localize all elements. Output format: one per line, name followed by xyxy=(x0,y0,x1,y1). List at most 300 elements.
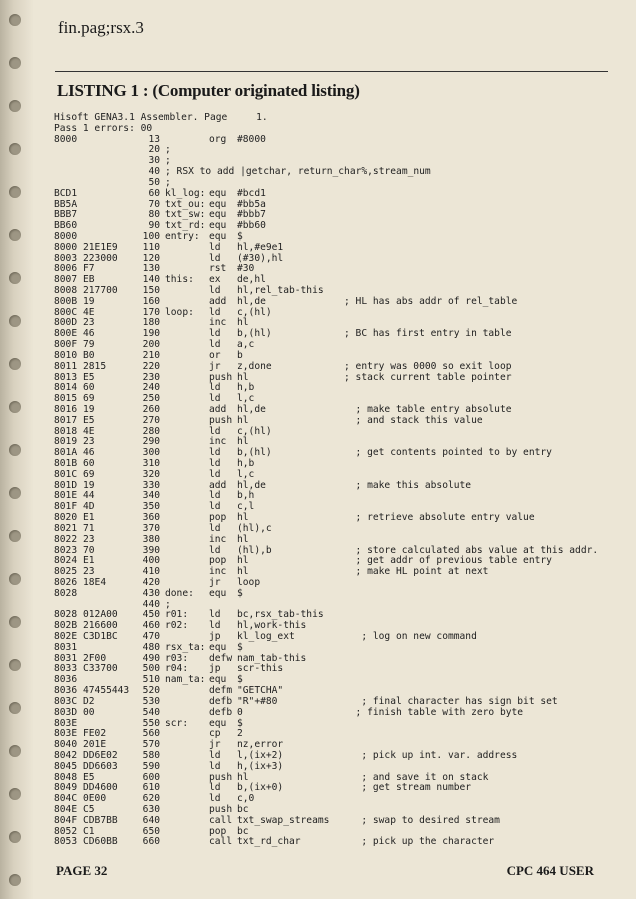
code-line xyxy=(54,221,614,232)
code-op: ld xyxy=(209,328,221,340)
code-arg: bc xyxy=(237,804,249,815)
code-hex: E5 xyxy=(83,371,95,383)
code-label: loop: xyxy=(165,306,194,318)
code-arg: b,(hl) xyxy=(237,447,272,459)
code-op: ld xyxy=(209,782,221,794)
code-addr: 8052 xyxy=(54,825,78,837)
code-line: 460 xyxy=(142,620,160,632)
code-op: equ xyxy=(209,187,227,199)
code-label: r04: xyxy=(165,663,189,675)
code-op: defw xyxy=(209,652,233,664)
punch-hole xyxy=(9,401,21,413)
code-hex: 012A00 xyxy=(83,609,118,621)
code-comment: ; pick up the character xyxy=(344,836,495,848)
code-arg: #30 xyxy=(237,263,255,275)
code-hex: 23 xyxy=(83,566,95,578)
code-addr: 8033 xyxy=(54,663,78,675)
punch-hole xyxy=(9,14,21,26)
code-op: equ xyxy=(209,674,227,686)
code-line: 250 xyxy=(142,393,160,405)
code-line: 120 xyxy=(142,252,160,264)
code-addr: BCD1 xyxy=(54,187,78,199)
code-line xyxy=(54,264,614,275)
code-addr: 8008 xyxy=(54,285,78,296)
code-op: ld xyxy=(209,458,221,469)
code-line xyxy=(54,275,614,286)
code-line: 280 xyxy=(142,425,160,437)
code-line xyxy=(54,254,614,265)
code-hex: E1 xyxy=(83,512,95,524)
code-op: ex xyxy=(209,274,221,286)
code-line: 30 xyxy=(148,155,160,167)
code-label: nam_ta: xyxy=(165,674,206,686)
code-addr: 8014 xyxy=(54,382,78,394)
code-op: equ xyxy=(209,587,227,599)
code-op: push xyxy=(209,771,233,783)
code-arg: scr-this xyxy=(237,663,284,675)
code-op: add xyxy=(209,403,227,415)
code-arg: l,(ix+2) xyxy=(237,749,284,761)
code-op: or xyxy=(209,349,221,361)
code-line xyxy=(54,621,614,632)
code-line xyxy=(54,200,614,211)
code-line: 320 xyxy=(142,468,160,480)
code-line xyxy=(54,643,614,654)
code-op: ld xyxy=(209,252,221,264)
code-line: 580 xyxy=(142,749,160,761)
code-hex: F7 xyxy=(83,263,95,275)
code-line xyxy=(54,416,614,427)
code-addr: 8022 xyxy=(54,533,78,545)
code-addr: 800D xyxy=(54,317,78,329)
code-addr: 801D xyxy=(54,479,78,491)
code-op: ld xyxy=(209,760,221,772)
code-hex: 2815 xyxy=(83,360,107,372)
code-line xyxy=(54,719,614,730)
code-hex: 2F00 xyxy=(83,652,107,664)
code-label: ; xyxy=(165,155,171,167)
code-line xyxy=(54,664,614,675)
code-line xyxy=(54,773,614,784)
code-line xyxy=(54,610,614,621)
code-line: 640 xyxy=(142,814,160,826)
code-line xyxy=(54,286,614,297)
code-hex: E5 xyxy=(83,771,95,783)
code-hex: E5 xyxy=(83,414,95,426)
code-line xyxy=(54,556,614,567)
code-arg: hl xyxy=(237,771,249,783)
code-arg: #bb5a xyxy=(237,198,266,210)
code-line: 450 xyxy=(142,609,160,621)
code-line xyxy=(54,383,614,394)
code-arg: $ xyxy=(237,230,243,242)
code-hex: C1 xyxy=(83,825,95,837)
code-line xyxy=(54,145,614,156)
code-line: 100 xyxy=(142,230,160,242)
code-hex: 223000 xyxy=(83,252,118,264)
punch-hole xyxy=(9,444,21,456)
code-line xyxy=(54,827,614,838)
punch-hole xyxy=(9,616,21,628)
code-label: done: xyxy=(165,587,194,599)
code-addr: 802B xyxy=(54,620,78,632)
code-comment: ; stack current table pointer xyxy=(344,371,512,383)
code-label: kl_log: xyxy=(165,187,206,199)
code-op: defb xyxy=(209,706,233,718)
code-line xyxy=(54,794,614,805)
code-line: 260 xyxy=(142,403,160,415)
code-line xyxy=(54,329,614,340)
code-line: 50 xyxy=(148,176,160,188)
code-line: 90 xyxy=(148,220,160,232)
code-line xyxy=(54,318,614,329)
code-line xyxy=(54,178,614,189)
code-label: r03: xyxy=(165,652,189,664)
code-comment: ; entry was 0000 so exit loop xyxy=(344,360,512,372)
code-label: this: xyxy=(165,274,194,286)
code-addr: 8018 xyxy=(54,425,78,437)
code-hex: 70 xyxy=(83,544,95,556)
code-line xyxy=(54,632,614,643)
code-line: 13 xyxy=(148,133,160,145)
code-hex: 69 xyxy=(83,468,95,480)
code-op: ld xyxy=(209,306,221,318)
code-addr: 8007 xyxy=(54,274,78,286)
code-listing xyxy=(54,113,614,848)
code-op: ld xyxy=(209,382,221,394)
code-line: 290 xyxy=(142,436,160,448)
code-addr: 801F xyxy=(54,501,78,513)
code-addr: 804C xyxy=(54,793,78,805)
code-arg: nam_tab-this xyxy=(237,652,307,664)
code-arg: nz,error xyxy=(237,739,284,751)
code-line: 150 xyxy=(142,285,160,296)
code-line: 360 xyxy=(142,512,160,524)
code-line: 380 xyxy=(142,533,160,545)
code-arg: txt_swap_streams xyxy=(237,814,330,826)
code-line: 420 xyxy=(142,576,160,588)
code-op: ld xyxy=(209,609,221,621)
code-line xyxy=(54,470,614,481)
code-line xyxy=(54,135,614,146)
code-hex: 21E1E9 xyxy=(83,241,118,253)
punch-hole xyxy=(9,659,21,671)
code-op: equ xyxy=(209,230,227,242)
code-arg: $ xyxy=(237,587,243,599)
code-arg: $ xyxy=(237,717,243,729)
code-addr: 8026 xyxy=(54,576,78,588)
code-hex: DD6603 xyxy=(83,760,118,772)
code-comment: ; get contents pointed to by entry xyxy=(344,447,552,459)
code-line: 130 xyxy=(142,263,160,275)
code-line: 660 xyxy=(142,836,160,848)
code-addr: BB5A xyxy=(54,198,78,210)
listing-title: LISTING 1 : (Computer originated listing) xyxy=(57,81,360,100)
code-line: 270 xyxy=(142,414,160,426)
code-line: 20 xyxy=(148,144,160,156)
code-addr: 8031 xyxy=(54,652,78,664)
code-comment: ; and stack this value xyxy=(344,414,483,426)
code-addr: 8036 xyxy=(54,685,78,697)
code-comment: ; and save it on stack xyxy=(344,771,489,783)
code-arg: #8000 xyxy=(237,133,266,145)
code-op: push xyxy=(209,804,233,815)
code-line xyxy=(54,783,614,794)
code-addr: 8013 xyxy=(54,371,78,383)
code-op: jr xyxy=(209,576,221,588)
code-addr: 8010 xyxy=(54,349,78,361)
code-addr: 8021 xyxy=(54,522,78,534)
code-line xyxy=(54,427,614,438)
code-hex: 216600 xyxy=(83,620,118,632)
code-op: ld xyxy=(209,425,221,437)
code-comment: ; get stream number xyxy=(344,782,472,794)
code-hex: C3D1BC xyxy=(83,631,118,642)
code-arg: loop xyxy=(237,576,261,588)
code-arg: 0 xyxy=(237,706,243,718)
code-line: 620 xyxy=(142,793,160,805)
code-addr: 8019 xyxy=(54,436,78,448)
code-arg: b,(ix+0) xyxy=(237,782,284,794)
code-hex: 19 xyxy=(83,295,95,307)
code-comment: ; swap to desired stream xyxy=(344,814,500,826)
code-line xyxy=(54,297,614,308)
intro-line: Pass 1 errors: 00 xyxy=(54,122,153,134)
punch-hole xyxy=(9,874,21,886)
code-op: ld xyxy=(209,793,221,805)
code-line: 560 xyxy=(142,728,160,740)
code-arg: z,done xyxy=(237,360,272,372)
code-arg: hl xyxy=(237,371,249,383)
code-arg: txt_rd_char xyxy=(237,836,301,848)
code-hex: 46 xyxy=(83,328,95,340)
header-divider xyxy=(55,71,608,72)
code-hex: B0 xyxy=(83,349,95,361)
code-line xyxy=(54,232,614,243)
code-hex: 60 xyxy=(83,458,95,469)
code-arg: (hl),b xyxy=(237,544,272,556)
code-arg: hl,rel_tab-this xyxy=(237,285,324,296)
code-hex: 18E4 xyxy=(83,576,107,588)
code-label: rsx_ta: xyxy=(165,641,206,653)
code-op: call xyxy=(209,814,233,826)
code-line xyxy=(54,535,614,546)
code-line: 550 xyxy=(142,717,160,729)
code-op: defb xyxy=(209,695,233,707)
code-hex: 47455443 xyxy=(83,685,130,697)
code-line: 610 xyxy=(142,782,160,794)
code-addr: 8053 xyxy=(54,836,78,848)
punch-hole xyxy=(9,229,21,241)
code-line xyxy=(54,816,614,827)
code-line xyxy=(54,740,614,751)
code-line: 80 xyxy=(148,209,160,221)
code-arg: l,c xyxy=(237,468,255,480)
code-line: 230 xyxy=(142,371,160,383)
code-arg: c,l xyxy=(237,501,255,513)
code-addr: 8017 xyxy=(54,414,78,426)
code-addr: 8015 xyxy=(54,393,78,405)
punch-hole xyxy=(9,272,21,284)
code-line xyxy=(54,189,614,200)
code-addr: 8028 xyxy=(54,609,78,621)
code-addr: 8024 xyxy=(54,555,78,567)
code-line: 180 xyxy=(142,317,160,329)
code-arg: (#30),hl xyxy=(237,252,284,264)
code-arg: "R"+#80 xyxy=(237,695,278,707)
code-addr: 804E xyxy=(54,804,78,815)
code-line: 170 xyxy=(142,306,160,318)
code-arg: c,0 xyxy=(237,793,255,805)
code-line xyxy=(54,708,614,719)
code-addr: 801E xyxy=(54,490,78,502)
code-op: cp xyxy=(209,728,221,740)
code-line: 410 xyxy=(142,566,160,578)
code-line: 220 xyxy=(142,360,160,372)
code-line xyxy=(54,805,614,816)
code-addr: 8028 xyxy=(54,587,78,599)
code-hex: 4E xyxy=(83,425,95,437)
punch-hole xyxy=(9,745,21,757)
code-addr: 8003 xyxy=(54,252,78,264)
code-line: 430 xyxy=(142,587,160,599)
code-op: ld xyxy=(209,544,221,556)
code-addr: 802E xyxy=(54,631,78,642)
intro-line: Hisoft GENA3.1 Assembler. Page 1. xyxy=(54,112,268,123)
code-arg: de,hl xyxy=(237,274,266,286)
code-addr: 803E xyxy=(54,728,78,740)
code-op: ld xyxy=(209,447,221,459)
code-comment: ; make HL point at next xyxy=(344,566,489,578)
punch-hole xyxy=(9,186,21,198)
code-op: ld xyxy=(209,620,221,632)
code-hex: C5 xyxy=(83,804,95,815)
code-op: pop xyxy=(209,825,227,837)
code-op: push xyxy=(209,371,233,383)
code-op: ld xyxy=(209,522,221,534)
code-addr: BB60 xyxy=(54,220,78,232)
punch-hole xyxy=(9,358,21,370)
code-line: 400 xyxy=(142,555,160,567)
code-arg: kl_log_ext xyxy=(237,631,295,642)
code-arg: hl,work-this xyxy=(237,620,307,632)
code-comment: ; BC has first entry in table xyxy=(344,328,512,340)
code-line: 40 xyxy=(148,166,160,178)
code-arg: #bb60 xyxy=(237,220,266,232)
code-hex: 69 xyxy=(83,393,95,405)
code-arg: bc xyxy=(237,825,249,837)
code-line xyxy=(54,340,614,351)
page-number: PAGE 32 xyxy=(56,863,108,878)
code-line xyxy=(54,210,614,221)
code-addr: 8025 xyxy=(54,566,78,578)
code-line: 300 xyxy=(142,447,160,459)
code-hex: 44 xyxy=(83,490,95,502)
code-op: inc xyxy=(209,566,227,578)
code-op: equ xyxy=(209,209,227,221)
code-line: 160 xyxy=(142,295,160,307)
code-op: push xyxy=(209,414,233,426)
code-addr: 8040 xyxy=(54,739,78,751)
code-line: 590 xyxy=(142,760,160,772)
punch-hole xyxy=(9,831,21,843)
code-addr: 801B xyxy=(54,458,78,469)
code-hex: 23 xyxy=(83,533,95,545)
code-line xyxy=(54,448,614,459)
code-label: ; xyxy=(165,176,171,188)
code-hex: 00 xyxy=(83,706,95,718)
code-hex: 19 xyxy=(83,479,95,491)
code-hex: 71 xyxy=(83,522,95,534)
code-label: txt_sw: xyxy=(165,209,206,221)
code-comment: ; finish table with zero byte xyxy=(344,706,524,718)
code-arg: hl xyxy=(237,512,249,524)
code-addr: 8000 xyxy=(54,133,78,145)
code-line: 540 xyxy=(142,706,160,718)
code-arg: hl,de xyxy=(237,479,266,491)
code-line xyxy=(54,729,614,740)
code-hex: E1 xyxy=(83,555,95,567)
code-arg: b xyxy=(237,349,243,361)
code-comment: ; store calculated abs value at this addr. xyxy=(344,544,599,556)
code-hex: DD4600 xyxy=(83,782,118,794)
code-line xyxy=(54,600,614,611)
code-op: org xyxy=(209,133,227,145)
code-op: ld xyxy=(209,468,221,480)
code-hex: DD6E02 xyxy=(83,749,118,761)
punch-hole xyxy=(9,788,21,800)
code-addr: 8049 xyxy=(54,782,78,794)
code-arg: 2 xyxy=(237,728,243,740)
magazine-name: CPC 464 USER xyxy=(506,863,594,878)
code-line: 200 xyxy=(142,339,160,351)
code-line xyxy=(54,654,614,665)
punch-hole xyxy=(9,530,21,542)
code-line xyxy=(54,675,614,686)
code-line: 480 xyxy=(142,641,160,653)
code-line: 210 xyxy=(142,349,160,361)
code-addr: 8016 xyxy=(54,403,78,415)
code-arg: hl xyxy=(237,566,249,578)
code-label: r01: xyxy=(165,609,189,621)
code-op: equ xyxy=(209,198,227,210)
code-hex: 217700 xyxy=(83,285,118,296)
code-line xyxy=(54,589,614,600)
code-arg: #bcd1 xyxy=(237,187,266,199)
code-line xyxy=(54,578,614,589)
code-line: 600 xyxy=(142,771,160,783)
code-line: 490 xyxy=(142,652,160,664)
code-arg: "GETCHA" xyxy=(237,685,284,697)
code-label: ; RSX to add |getchar, return_char%,stream_num xyxy=(165,166,431,178)
code-arg: $ xyxy=(237,674,243,686)
code-line: 520 xyxy=(142,685,160,697)
code-arg: bc,rsx_tab-this xyxy=(237,609,324,621)
code-addr: 800E xyxy=(54,328,78,340)
code-op: jr xyxy=(209,360,221,372)
file-name-header: fin.pag;rsx.3 xyxy=(58,18,144,37)
code-addr: 803C xyxy=(54,695,78,707)
code-arg: hl,de xyxy=(237,403,266,415)
code-line: 310 xyxy=(142,458,160,469)
code-line xyxy=(54,394,614,405)
code-op: jp xyxy=(209,631,221,642)
code-op: inc xyxy=(209,436,227,448)
punch-hole xyxy=(9,315,21,327)
code-op: ld xyxy=(209,393,221,405)
code-label: entry: xyxy=(165,230,200,242)
code-arg: hl,#e9e1 xyxy=(237,241,284,253)
